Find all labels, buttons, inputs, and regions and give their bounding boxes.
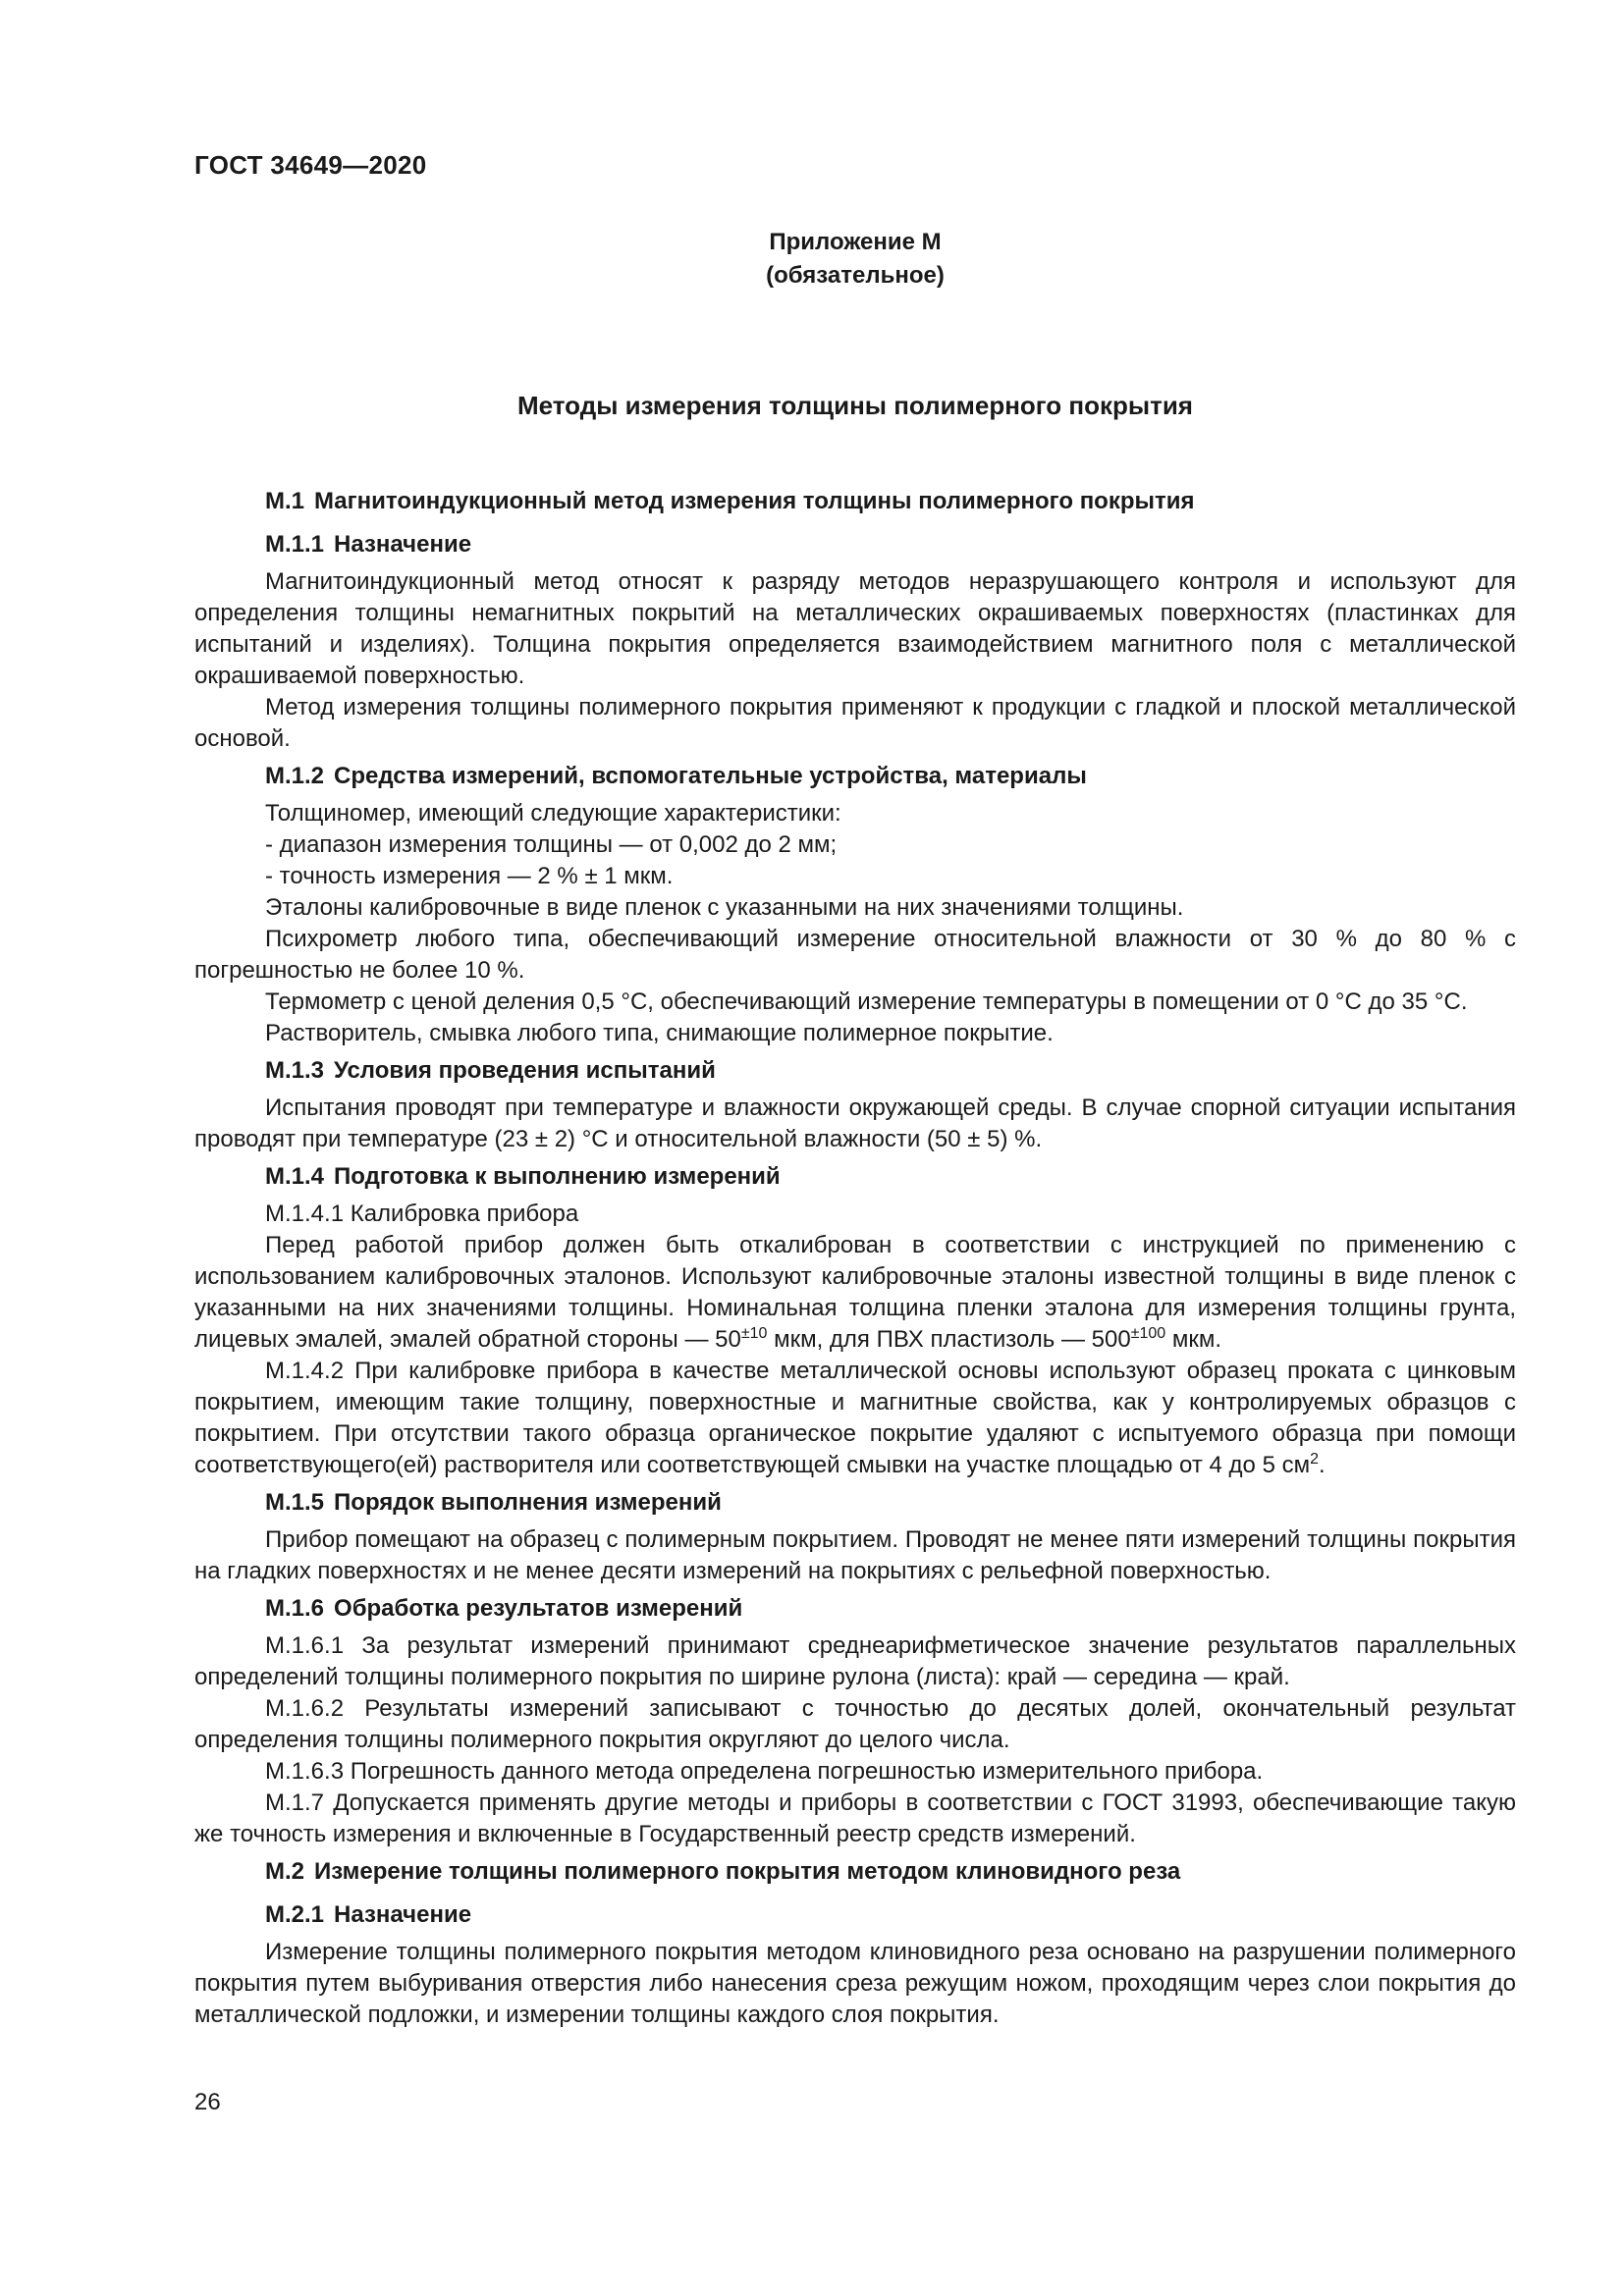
paragraph: Толщиномер, имеющий следующие характеристики:: [265, 800, 841, 827]
list-item: - диапазон измерения толщины — от 0,002 до 2 мм;: [265, 831, 838, 858]
subsection-heading: М.1.4.1 Калибровка прибора: [265, 1201, 579, 1227]
section-heading-m1: М.1 Магнитоиндукционный метод измерения толщины полимерного покрытия: [265, 488, 1195, 514]
annex-title: Приложение М: [769, 229, 942, 255]
paragraph: Эталоны калибровочные в виде пленок с указанными на них значениями толщины.: [265, 894, 1184, 921]
paragraph: Термометр с ценой деления 0,5 °С, обеспечивающий измерение температуры в помещении от 0 °С до 35 °С.: [265, 988, 1468, 1015]
paragraph: Прибор помещают на образец с полимерным покрытием. Проводят не менее пяти измерений толщины покрытия на гладких поверхностях и не менее десяти измерений на покрытиях с рельефной поверхностью.: [194, 1526, 1516, 1584]
paragraph: Психрометр любого типа, обеспечивающий измерение относительной влажности от 30 % до 80 % с погрешностью не более 10 %.: [194, 926, 1516, 984]
paragraph: Перед работой прибор должен быть откалиброван в соответствии с инструкцией по применению с использованием калибровочных эталонов. Используют калибровочные эталоны известной толщины в виде пленок с указанными на них значениями толщины. Номинальная толщина пленки эталона для измерения толщины грунта, лицевых эмалей, эмалей обратной стороны — $50^{\pm 10}$ мкм, для ПВХ пластизоль — $500^{\pm 100}$ мкм.: [194, 1232, 1516, 1353]
main-title: Методы измерения толщины полимерного покрытия: [517, 391, 1193, 420]
document-code: ГОСТ 34649—2020: [194, 150, 427, 180]
section-heading-m11: М.1.1 Назначение: [265, 531, 472, 558]
paragraph: М.1.4.2 При калибровке прибора в качестве металлической основы используют образец проката с цинковым покрытием, имеющим такие толщину, поверхностные и магнитные свойства, как у контролируемых образцов с покрытием. При отсутствии такого образца органическое покрытие удаляют с испытуемого образца при помощи соответствующего(ей) растворителя или соответствующей смывки на участке площадью от 4 до 5 $см^2$.: [194, 1358, 1516, 1478]
section-heading-m14: М.1.4 Подготовка к выполнению измерений: [265, 1163, 781, 1190]
paragraph: М.1.7 Допускается применять другие методы и приборы в соответствии с ГОСТ 31993, обеспечивающие такую же точность измерения и включенные в Государственный реестр средств измерений.: [194, 1789, 1516, 1847]
paragraph: Метод измерения толщины полимерного покрытия применяют к продукции с гладкой и плоской металлической основой.: [194, 694, 1516, 752]
paragraph: Магнитоиндукционный метод относят к разряду методов неразрушающего контроля и используют для определения толщины немагнитных покрытий на металлических окрашиваемых поверхностях (пластинках для испытаний и изделиях). Толщина покрытия определяется взаимодействием магнитного поля с металлической окрашиваемой поверхностью.: [194, 568, 1516, 689]
paragraph: Растворитель, смывка любого типа, снимающие полимерное покрытие.: [265, 1020, 1054, 1046]
section-heading-m15: М.1.5 Порядок выполнения измерений: [265, 1489, 722, 1516]
paragraph: М.1.6.2 Результаты измерений записывают с точностью до десятых долей, окончательный результат определения толщины полимерного покрытия округляют до целого числа.: [194, 1695, 1516, 1753]
page-number: 26: [194, 2089, 221, 2115]
paragraph: Измерение толщины полимерного покрытия методом клиновидного реза основано на разрушении полимерного покрытия путем выбуривания отверстия либо нанесения среза режущим ножом, проходящим через слои покрытия до металлической подложки, и измерении толщины каждого слоя покрытия.: [194, 1939, 1516, 2028]
document-body: [194, 480, 1516, 2031]
section-heading-m12: М.1.2 Средства измерений, вспомогательные устройства, материалы: [265, 763, 1087, 789]
annex-status: (обязательное): [766, 262, 945, 289]
section-heading-m16: М.1.6 Обработка результатов измерений: [265, 1595, 743, 1622]
paragraph: Испытания проводят при температуре и влажности окружающей среды. В случае спорной ситуации испытания проводят при температуре (23 ± 2) °С и относительной влажности (50 ± 5) %.: [194, 1095, 1516, 1152]
section-heading-m13: М.1.3 Условия проведения испытаний: [265, 1057, 716, 1084]
paragraph: М.1.6.3 Погрешность данного метода определена погрешностью измерительного прибора.: [265, 1758, 1264, 1785]
list-item: - точность измерения — 2 % ± 1 мкм.: [265, 863, 674, 889]
paragraph: М.1.6.1 За результат измерений принимают среднеарифметическое значение результатов параллельных определений толщины полимерного покрытия по ширине рулона (листа): край — середина — край.: [194, 1632, 1516, 1690]
section-heading-m21: М.2.1 Назначение: [265, 1901, 472, 1928]
section-heading-m2: М.2 Измерение толщины полимерного покрытия методом клиновидного реза: [265, 1858, 1181, 1885]
